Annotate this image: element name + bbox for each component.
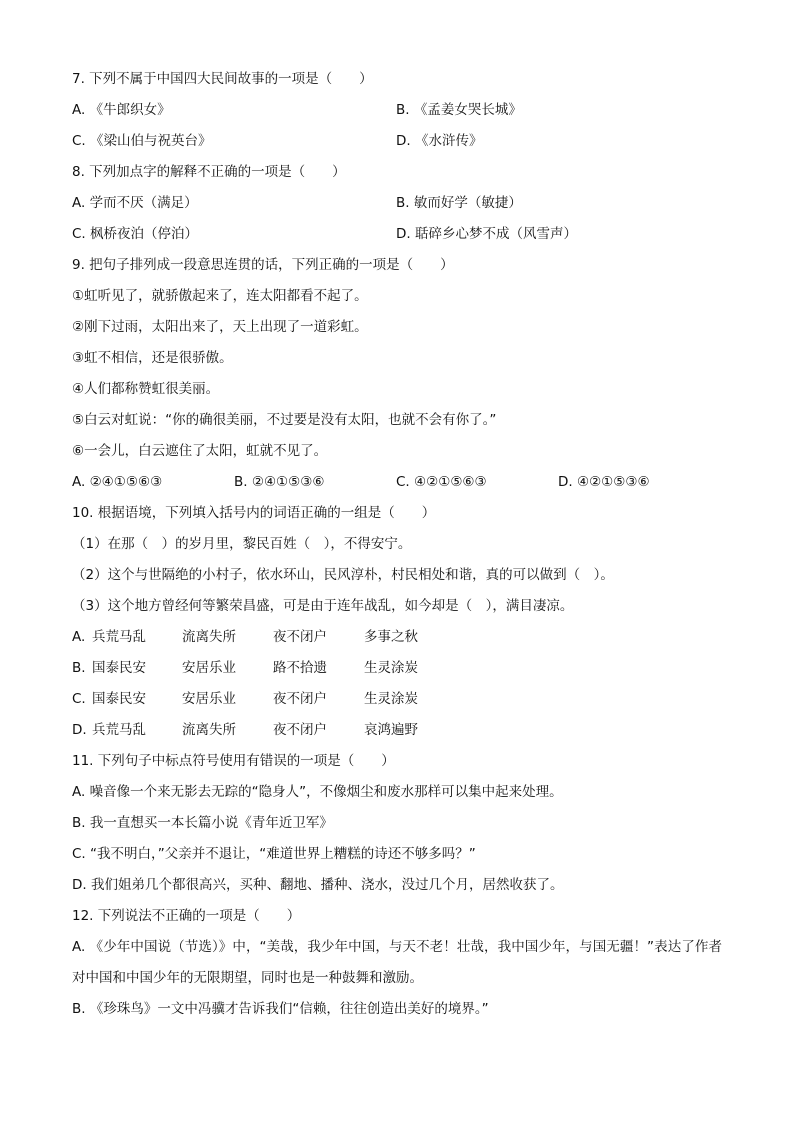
q11-option-b: B. 我一直想买一本长篇小说《青年近卫军》 <box>72 815 333 831</box>
option-word: 夜不闭户 <box>273 629 327 645</box>
option-word: 夜不闭户 <box>273 722 327 738</box>
q7-option-d: D. 《水浒传》 <box>396 133 483 149</box>
q12-option-a: A. 《少年中国说（节选）》中，“美哉，我少年中国，与天不老！壮哉，我中国少年，与国无疆！”表达了作者对中国和中国少年的无限期望，同时也是一种鼓舞和激励。 <box>72 939 722 986</box>
option-word: 兵荒马乱 <box>92 722 146 738</box>
q9-option-c: C. ④②①⑤⑥③ <box>396 474 487 490</box>
q11-option-c: C. “我不明白，”父亲并不退让，“难道世界上糟糕的诗还不够多吗？” <box>72 846 476 862</box>
q7-option-c: C. 《梁山伯与祝英台》 <box>72 133 212 149</box>
option-word: 路不拾遗 <box>273 660 327 676</box>
q10-item: （2）这个与世隔绝的小村子，依水环山，民风淳朴，村民相处和谐，真的可以做到（ ）。 <box>72 567 614 583</box>
option-key: C. <box>72 691 86 707</box>
q10-option-a <box>72 622 722 653</box>
option-word: 哀鸿遍野 <box>364 722 418 738</box>
q9-sentence: ⑤白云对虹说：“你的确很美丽，不过要是没有太阳，也就不会有你了。” <box>72 412 497 428</box>
q9-sentence: ①虹听见了，就骄傲起来了，连太阳都看不起了。 <box>72 288 368 304</box>
q7-option-b: B. 《孟姜女哭长城》 <box>396 102 522 118</box>
question-8-options-row-1 <box>72 188 722 219</box>
question-11-stem: 11. 下列句子中标点符号使用有错误的一项是（ ） <box>72 753 395 769</box>
option-key: D. <box>72 722 87 738</box>
option-word: 国泰民安 <box>92 691 146 707</box>
option-word: 夜不闭户 <box>273 691 327 707</box>
q8-option-b: B. 敏而好学（敏捷） <box>396 195 522 211</box>
q9-sentence: ⑥一会儿，白云遮住了太阳，虹就不见了。 <box>72 443 328 459</box>
exam-page <box>72 64 722 1025</box>
q8-option-a: A. 学而不厌（满足） <box>72 195 198 211</box>
question-7-options-row-2 <box>72 126 722 157</box>
q10-item: （1）在那（ ）的岁月里，黎民百姓（ ），不得安宁。 <box>72 536 412 552</box>
q8-option-c: C. 枫桥夜泊（停泊） <box>72 226 199 242</box>
option-word: 生灵涂炭 <box>364 691 418 707</box>
q11-option-d: D. 我们姐弟几个都很高兴，买种、翻地、播种、浇水，没过几个月，居然收获了。 <box>72 877 564 893</box>
question-8-options-row-2 <box>72 219 722 250</box>
q10-item: （3）这个地方曾经何等繁荣昌盛，可是由于连年战乱，如今却是（ ），满目凄凉。 <box>72 598 574 614</box>
q9-option-a: A. ②④①⑤⑥③ <box>72 474 163 490</box>
option-word: 国泰民安 <box>92 660 146 676</box>
option-word: 流离失所 <box>182 722 236 738</box>
question-7-options-row-1 <box>72 95 722 126</box>
q12-option-b: B. 《珍珠鸟》一文中冯骥才告诉我们“信赖，往往创造出美好的境界。” <box>72 1001 489 1017</box>
question-12-stem: 12. 下列说法不正确的一项是（ ） <box>72 908 301 924</box>
option-word: 多事之秋 <box>364 629 418 645</box>
option-word: 安居乐业 <box>182 691 236 707</box>
q9-sentence: ④人们都称赞虹很美丽。 <box>72 381 220 397</box>
option-word: 安居乐业 <box>182 660 236 676</box>
q8-option-d: D. 聒碎乡心梦不成（风雪声） <box>396 226 577 242</box>
q9-sentence: ②刚下过雨，太阳出来了，天上出现了一道彩虹。 <box>72 319 368 335</box>
q10-option-b <box>72 653 722 684</box>
q7-option-a: A. 《牛郎织女》 <box>72 102 171 118</box>
question-7-stem: 7. 下列不属于中国四大民间故事的一项是（ ） <box>72 71 373 87</box>
question-9-stem: 9. 把句子排列成一段意思连贯的话，下列正确的一项是（ ） <box>72 257 454 273</box>
option-key: B. <box>72 660 86 676</box>
q9-option-d: D. ④②①⑤③⑥ <box>558 474 650 490</box>
q9-option-b: B. ②④①⑤③⑥ <box>234 474 325 490</box>
q9-sentence: ③虹不相信，还是很骄傲。 <box>72 350 233 366</box>
option-key: A. <box>72 629 86 645</box>
option-word: 生灵涂炭 <box>364 660 418 676</box>
q11-option-a: A. 噪音像一个来无影去无踪的“隐身人”，不像烟尘和废水那样可以集中起来处理。 <box>72 784 563 800</box>
question-8-stem: 8. 下列加点字的解释不正确的一项是（ ） <box>72 164 346 180</box>
question-9-options <box>72 467 722 498</box>
question-10-stem: 10. 根据语境，下列填入括号内的词语正确的一组是（ ） <box>72 505 436 521</box>
q10-option-d <box>72 715 722 746</box>
q10-option-c <box>72 684 722 715</box>
option-word: 流离失所 <box>182 629 236 645</box>
option-word: 兵荒马乱 <box>92 629 146 645</box>
